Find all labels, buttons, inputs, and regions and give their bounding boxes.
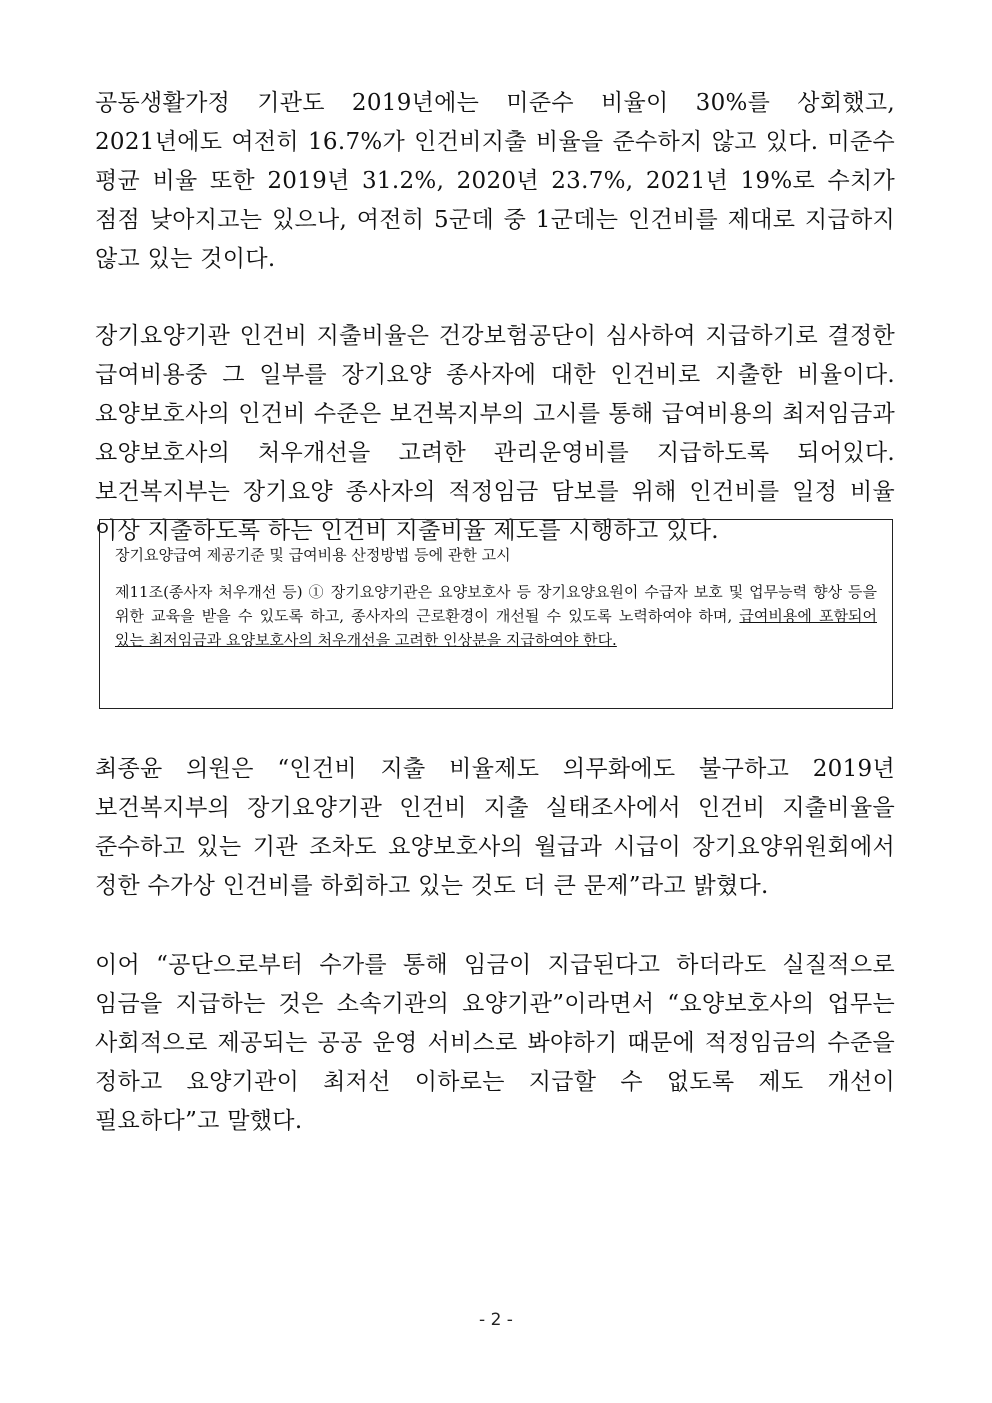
notice-body-underlined: 급여비용에 포함되어 있는 최저임금과 요양보호사의 처우개선을 고려한 인상분을 지급하여야 한다.: [115, 607, 877, 649]
document-body: [95, 84, 895, 559]
notice-body-text: 제11조(종사자 처우개선 등) ① 장기요양기관은 요양보호사 등 장기요양요원이 수급자 보호 및 업무능력 향상 등을 위한 교육을 받을 수 있도록 하고, 종사자의 근로환경이 개선될 수 있도록 노력하여야 하며,: [115, 583, 877, 625]
notice-title: 장기요양급여 제공기준 및 급여비용 산정방법 등에 관한 고시: [115, 546, 511, 564]
paragraph-noncompliance-rates: 공동생활가정 기관도 2019년에는 미준수 비율이 30%를 상회했고, 2021년에도 여전히 16.7%가 인건비지출 비율을 준수하지 않고 있다. 미준수 평균 비율 또한 2019년 31.2%, 2020년 23.7%, 2021년 19%로 수치가 점점 낮아지고는 있으나, 여전히 5군데 중 1군데는 인건비를 제대로 지급하지 않고 있는 것이다.: [95, 90, 895, 272]
notice-box: [99, 519, 893, 709]
paragraph-lawmaker-conclusion: 이어 “공단으로부터 수가를 통해 임금이 지급된다고 하더라도 실질적으로 임금을 지급하는 것은 소속기관의 요양기관”이라면서 “요양보호사의 업무는 사회적으로 제공되는 공공 운영 서비스로 봐야하기 때문에 적정임금의 수준을 정하고 요양기관이 최저선 이하로는 지급할 수 없도록 제도 개선이 필요하다”고 말했다.: [95, 952, 895, 1134]
paragraph-labor-cost-ratio: 장기요양기관 인건비 지출비율은 건강보험공단이 심사하여 지급하기로 결정한 급여비용중 그 일부를 장기요양 종사자에 대한 인건비로 지출한 비율이다. 요양보호사의 인건비 수준은 보건복지부의 고시를 통해 급여비용의 최저임금과 요양보호사의 처우개선을 고려한 관리운영비를 지급하도록 되어있다. 보건복지부는 장기요양 종사자의 적정임금 담보를 위해 인건비를 일정 비율 이상 지출하도록 하는 인건비 지출비율 제도를 시행하고 있다.: [95, 323, 895, 544]
notice-body: [115, 580, 877, 652]
document-body-lower: [95, 750, 895, 1141]
page-number: - 2 -: [479, 1310, 513, 1330]
paragraph-lawmaker-statement: 최종윤 의원은 “인건비 지출 비율제도 의무화에도 불구하고 2019년 보건복지부의 장기요양기관 인건비 지출 실태조사에서 인건비 지출비율을 준수하고 있는 기관 조차도 요양보호사의 월급과 시급이 장기요양위원회에서 정한 수가상 인건비를 하회하고 있는 것도 더 큰 문제”라고 밝혔다.: [95, 756, 895, 899]
